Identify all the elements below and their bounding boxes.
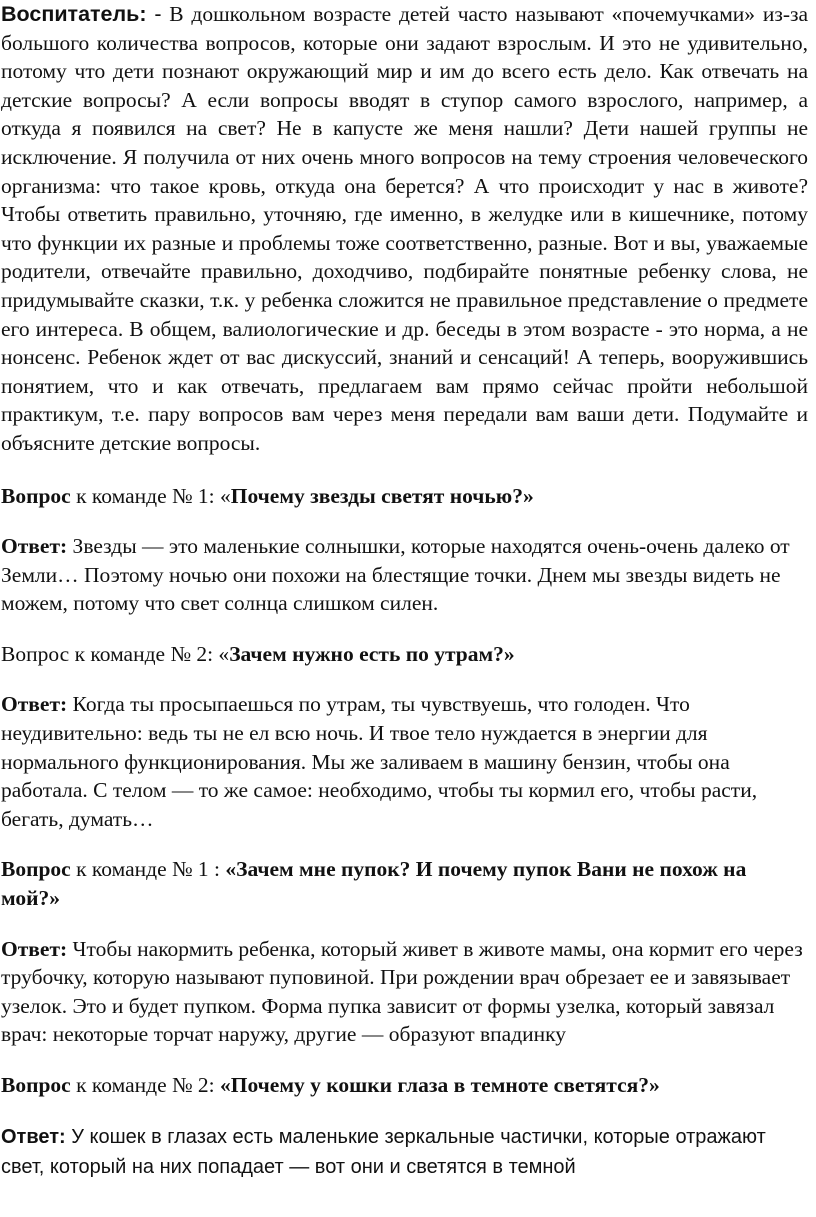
question-team: к команде № 1 : bbox=[70, 857, 226, 882]
question-3 bbox=[1, 855, 808, 912]
answer-1 bbox=[1, 532, 808, 618]
question-4 bbox=[1, 1071, 808, 1100]
question-label: Вопрос bbox=[1, 483, 71, 508]
question-team: к команде № 1: « bbox=[70, 483, 231, 508]
answer-text: Когда ты просыпаешься по утрам, ты чувствуешь, что голоден. Что неудивительно: ведь ты не ел всю ночь. И твое тело нуждается в энергии для нормального функционирования. Мы же заливаем в машину бензин, чтобы она работала. С телом — то же самое: необходимо, чтобы ты кормил его, чтобы расти, бегать, думать… bbox=[1, 692, 758, 831]
question-text: «Зачем мне пупок? И почему пупок Вани не похож на мой?» bbox=[1, 857, 747, 911]
question-text: Зачем нужно есть по утрам?» bbox=[229, 641, 515, 666]
question-2 bbox=[1, 640, 808, 669]
question-team: к команде № 2: bbox=[70, 1073, 220, 1097]
answer-text: Звезды — это маленькие солнышки, которые находятся очень-очень далеко от Земли… Поэтому ночью они похожи на блестящие точки. Днем мы звезды видеть не можем, потому что свет солнца слишком силен. bbox=[1, 534, 790, 616]
question-label: Вопрос bbox=[1, 857, 71, 882]
intro-paragraph bbox=[1, 0, 808, 458]
question-text: «Почему у кошки глаза в темноте светятся?» bbox=[219, 1073, 660, 1097]
question-1 bbox=[1, 482, 808, 511]
answer-text: Чтобы накормить ребенка, который живет в животе мамы, она кормит его через трубочку, которую называют пуповиной. При рождении врач обрезает ее и завязывает узелок. Это и будет пупком. Форма пупка зависит от формы узелка, который завязал врач: некоторые торчат наружу, другие — образуют впадинку bbox=[1, 936, 803, 1047]
answer-label: Ответ: bbox=[1, 936, 68, 961]
intro-text: В дошкольном возрасте детей часто называют «почемучками» из-за большого количества вопросов, которые они задают взрослым. И это не удивительно, потому что дети познают окружающий мир и им до всего есть дело. Как отвечать на детские вопросы? А если вопросы вводят в ступор самого взрослого, например, а откуда я появился на свет? Не в капусте же меня нашли? Дети нашей группы не исключение. Я получила от них очень много вопросов на тему строения человеческого организма: что такое кровь, откуда она берется? А что происходит у нас в животе? Чтобы ответить правильно, уточняю, где именно, в желудке или в кишечнике, потому что функции их разные и проблемы тоже соответственно, разные. Вот и вы, уважаемые родители, отвечайте правильно, доходчиво, подбирайте понятные ребенку слова, не придумывайте сказки, т.к. у ребенка сложится не правильное представление о предмете его интереса. В общем, валиологические и др. беседы в этом возрасте - это норма, а не нонсенс. Ребенок ждет от вас дискуссий, знаний и сенсаций! А теперь, вооружившись понятием, что и как отвечать, предлагаем вам прямо сейчас пройти небольшой практикум, т.е. пару вопросов вам через меня передали вам ваши дети. Подумайте и объясните детские вопросы. bbox=[1, 2, 809, 455]
answer-label: Ответ: bbox=[1, 534, 68, 559]
question-team: к команде № 2: « bbox=[69, 641, 230, 666]
answer-label: Ответ: bbox=[1, 1125, 66, 1148]
answer-4 bbox=[1, 1122, 808, 1182]
question-text: Почему звезды светят ночью?» bbox=[230, 483, 534, 508]
question-label: Вопрос bbox=[1, 641, 70, 666]
answer-3 bbox=[1, 935, 808, 1049]
answer-2 bbox=[1, 690, 808, 833]
question-label: Вопрос bbox=[1, 1073, 71, 1097]
intro-label: Воспитатель: bbox=[1, 2, 147, 26]
answer-text: У кошек в глазах есть маленькие зеркальные частички, которые отражают свет, который на них попадает — вот они и светятся в темной bbox=[1, 1125, 766, 1178]
answer-label: Ответ: bbox=[1, 692, 68, 717]
intro-dash: - bbox=[154, 2, 162, 26]
